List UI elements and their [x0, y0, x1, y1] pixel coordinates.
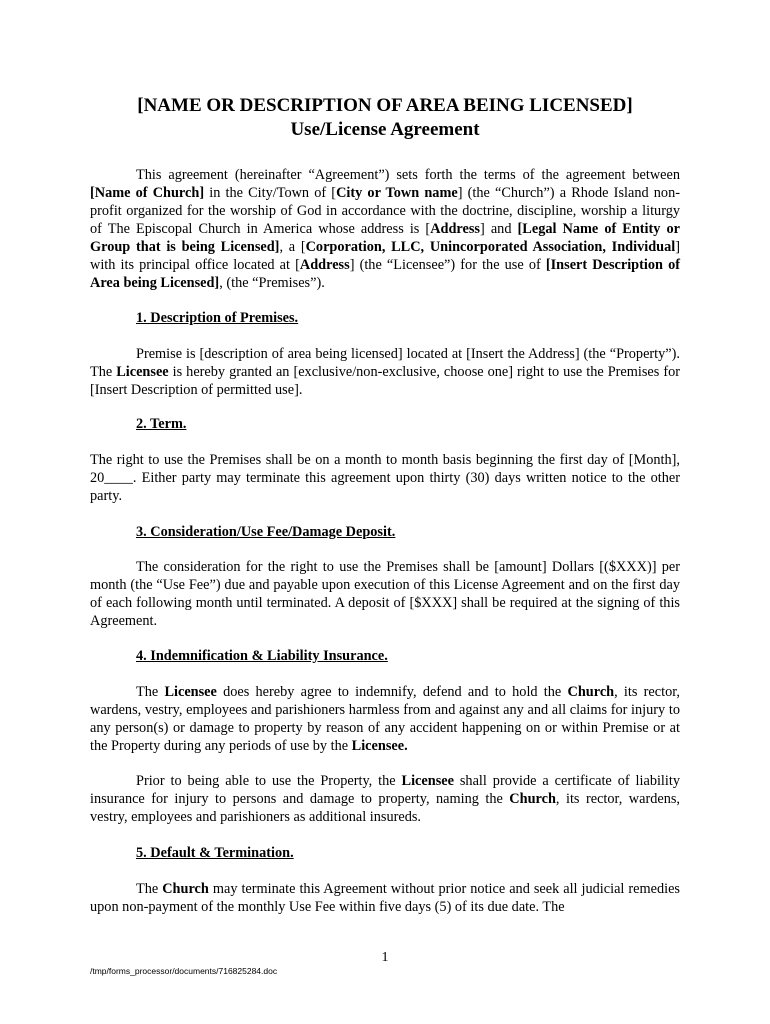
page-number: 1 [381, 950, 389, 965]
footer-file-path: /tmp/forms_processor/documents/716825284.doc [90, 966, 278, 976]
section-3-paragraph: The consideration for the right to use the Premises shall be [amount] Dollars [($XXX)] per month (the “Use Fee”) due and payable upon execution of this License Agreement and on the first day of each following month until terminated. A deposit of [$XXX] shall be required at the signing of this Agreement. [90, 559, 680, 629]
intro-paragraph: This agreement (hereinafter “Agreement”) sets forth the terms of the agreement between [Name of Church] in the City/Town of [City or Town name] (the “Church”) a Rhode Island non-profit organized for the worship of God in accordance with the doctrine, discipline, worship a liturgy of The Episcopal Church in America whose address is [Address] and [Legal Name of Entity or Group that is being Licensed], a [Corporation, LLC, Unincorporated Association, Individual] with its principal office located at [Address] (the “Licensee”) for the use of [Insert Description of Area being Licensed], (the “Premises”). [90, 167, 680, 291]
section-5-heading: 5. Default & Termination. [136, 845, 294, 861]
section-1-paragraph: Premise is [description of area being licensed] located at [Insert the Address] (the “Property”). The Licensee is hereby granted an [exclusive/non-exclusive, choose one] right to use the Premises for [Insert Description of permitted use]. [90, 346, 680, 398]
section-1-heading: 1. Description of Premises. [136, 310, 299, 326]
section-2-heading: 2. Term. [136, 416, 187, 432]
section-5-paragraph: The Church may terminate this Agreement without prior notice and seek all judicial remedies upon non-payment of the monthly Use Fee within five days (5) of its due date. The [90, 881, 681, 915]
document-title: [NAME OR DESCRIPTION OF AREA BEING LICENSED] [137, 95, 633, 116]
section-4-heading: 4. Indemnification & Liability Insurance. [136, 648, 388, 664]
section-4-paragraph-1: The Licensee does hereby agree to indemnify, defend and to hold the Church, its rector, wardens, vestry, employees and parishioners harmless from and against any and all claims for injury to any person(s) or damage to property by reason of any accident happening on or within Premise or at the Property during any periods of use by the Licensee. [90, 684, 680, 754]
section-4-paragraph-2: Prior to being able to use the Property, the Licensee shall provide a certificate of liability insurance for injury to persons and damage to property, naming the Church, its rector, wardens, vestry, employees and parishioners as additional insureds. [90, 773, 680, 825]
document-subtitle: Use/License Agreement [290, 119, 480, 140]
section-3-heading: 3. Consideration/Use Fee/Damage Deposit. [136, 524, 396, 540]
section-2-paragraph: The right to use the Premises shall be on a month to month basis beginning the first day of [Month], 20____. Either party may terminate this agreement upon thirty (30) days written notice to the other party. [90, 452, 680, 504]
